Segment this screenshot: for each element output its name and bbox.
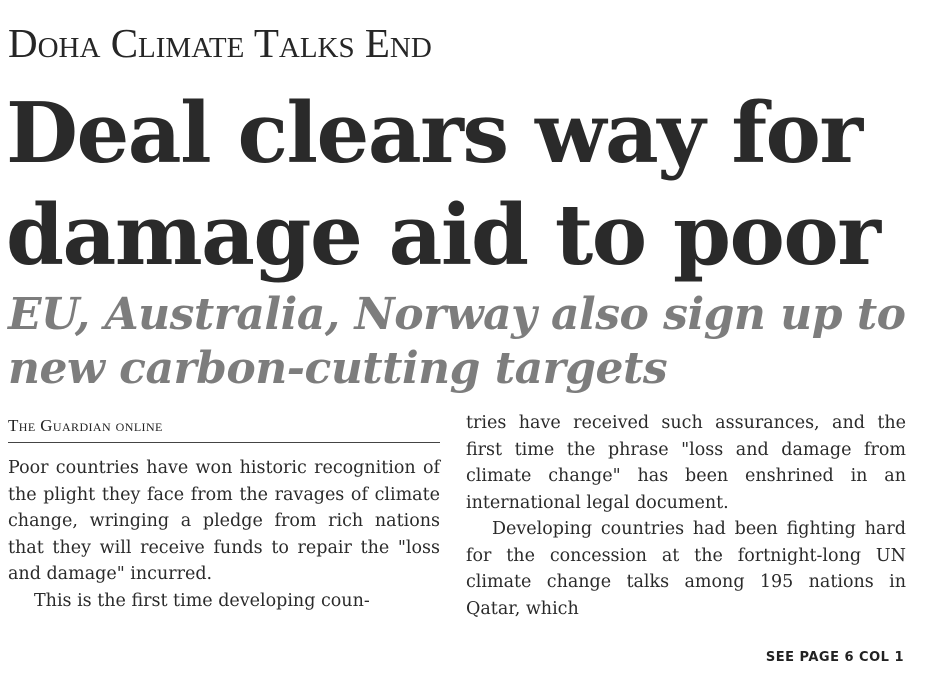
subheadline: EU, Australia, Norway also sign up to new carbon-cutting targets — [8, 289, 906, 394]
paragraph: tries have received such assurances, and the first time the phrase "loss and damage from climate change" has been enshrined in an international legal document. — [466, 413, 906, 513]
paragraph: This is the first time developing coun- — [34, 590, 370, 611]
paragraph: Poor countries have won historic recognition of the plight they face from the ravages of climate change, wringing a pledge from rich nations that they will receive funds to repair the "loss and damage" incurred. — [8, 458, 440, 584]
article-column-1 — [8, 455, 440, 614]
article-column-2 — [466, 410, 906, 622]
continuation-note: SEE PAGE 6 COL 1 — [765, 650, 904, 665]
kicker: Doha Climate Talks End — [8, 20, 432, 66]
byline: The Guardian online — [8, 416, 440, 443]
headline: Deal clears way for damage aid to poor — [6, 84, 880, 284]
paragraph: Developing countries had been fighting hard for the concession at the fortnight-long UN climate change talks among 195 nations in Qatar, which — [466, 519, 906, 619]
